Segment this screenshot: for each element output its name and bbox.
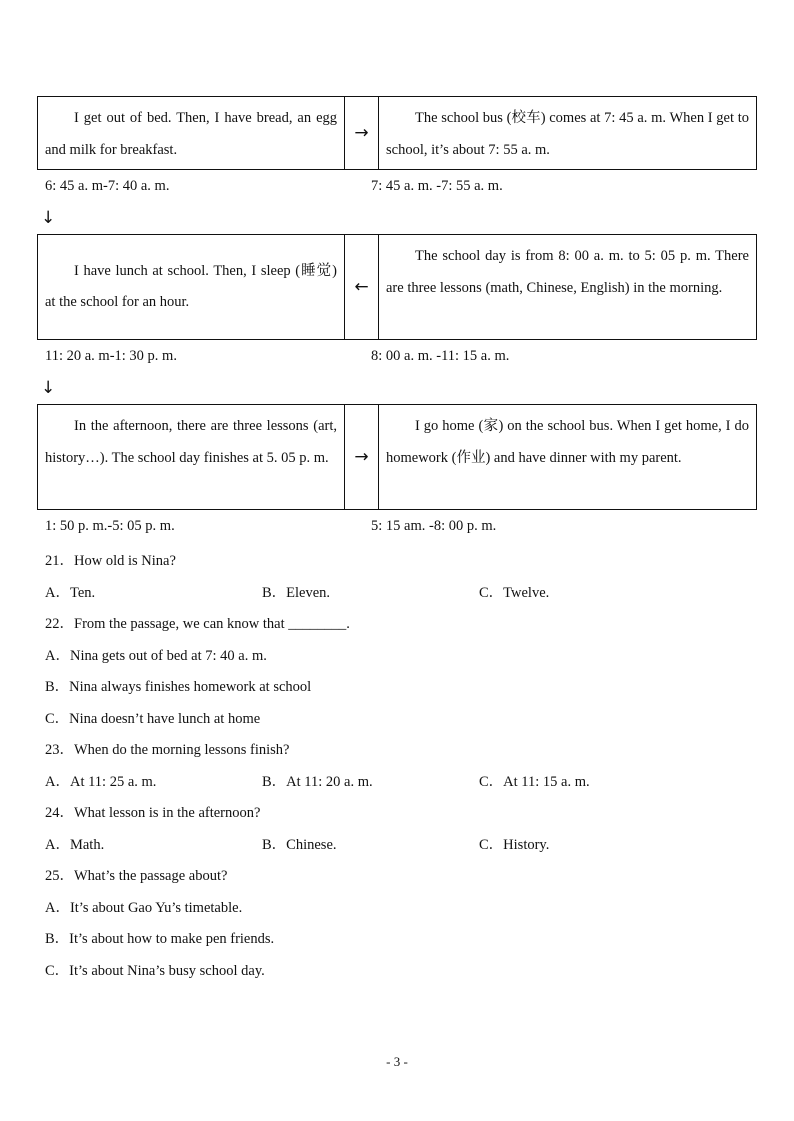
flow-box-school-day: The school day is from 8: 00 a. m. to 5: 05 p. m. There are three lessons (math, Chinese, English) in the morning. [386, 248, 749, 296]
right-arrow-icon: → [345, 405, 379, 509]
flow-row-1 [37, 96, 757, 170]
left-arrow-icon: ← [345, 235, 379, 339]
option-25-a: A．It’s about Gao Yu’s timetable. [45, 900, 243, 916]
question-24: 24．What lesson is in the afternoon? [45, 805, 261, 821]
right-arrow-icon: → [345, 97, 379, 169]
flow-row-2 [37, 234, 757, 340]
time-label: 6: 45 a. m-7: 40 a. m. [45, 178, 170, 194]
question-21: 21．How old is Nina? [45, 553, 176, 569]
option-25-c: C．It’s about Nina’s busy school day. [45, 963, 265, 979]
question-25: 25．What’s the passage about? [45, 868, 228, 884]
time-label: 5: 15 am. -8: 00 p. m. [371, 518, 497, 534]
option-22-c: C．Nina doesn’t have lunch at home [45, 711, 261, 727]
time-label: 1: 50 p. m.-5: 05 p. m. [45, 518, 175, 534]
option-21-c: C．Twelve. [479, 585, 550, 601]
time-label: 8: 00 a. m. -11: 15 a. m. [371, 348, 510, 364]
option-24-b: B．Chinese. [262, 837, 337, 853]
time-label: 7: 45 a. m. -7: 55 a. m. [371, 178, 503, 194]
time-label: 11: 20 a. m-1: 30 p. m. [45, 348, 177, 364]
option-23-b: B．At 11: 20 a. m. [262, 774, 373, 790]
option-24-c: C．History. [479, 837, 550, 853]
option-25-b: B．It’s about how to make pen friends. [45, 931, 275, 947]
option-22-b: B．Nina always finishes homework at school [45, 679, 312, 695]
question-23: 23．When do the morning lessons finish? [45, 742, 290, 758]
flow-box-go-home: I go home (家) on the school bus. When I get home, I do homework (作业) and have dinner with my parent. [386, 418, 749, 466]
flow-box-afternoon: In the afternoon, there are three lessons (art, history…). The school day finishes at 5. 05 p. m. [38, 405, 345, 509]
flow-box-lunch [38, 235, 345, 339]
option-21-a: A．Ten. [45, 585, 96, 601]
flow-row-3 [37, 404, 757, 510]
down-arrow-icon: ↓ [41, 378, 56, 398]
flow-box-school-bus: The school bus (校车) comes at 7: 45 a. m. When I get to school, it’s about 7: 55 a. m. [386, 110, 749, 158]
option-21-b: B．Eleven. [262, 585, 331, 601]
down-arrow-icon: ↓ [41, 208, 56, 228]
question-22: 22．From the passage, we can know that ________. [45, 616, 350, 632]
flow-box-lunch-text: I have lunch at school. Then, I sleep (睡觉) at the school for an hour. [45, 262, 337, 310]
option-23-a: A．At 11: 25 a. m. [45, 774, 157, 790]
option-23-c: C．At 11: 15 a. m. [479, 774, 590, 790]
flow-box-breakfast: I get out of bed. Then, I have bread, an egg and milk for breakfast. [38, 97, 345, 169]
option-24-a: A．Math. [45, 837, 105, 853]
option-22-a: A．Nina gets out of bed at 7: 40 a. m. [45, 648, 267, 664]
page-number: - 3 - [386, 1054, 408, 1069]
